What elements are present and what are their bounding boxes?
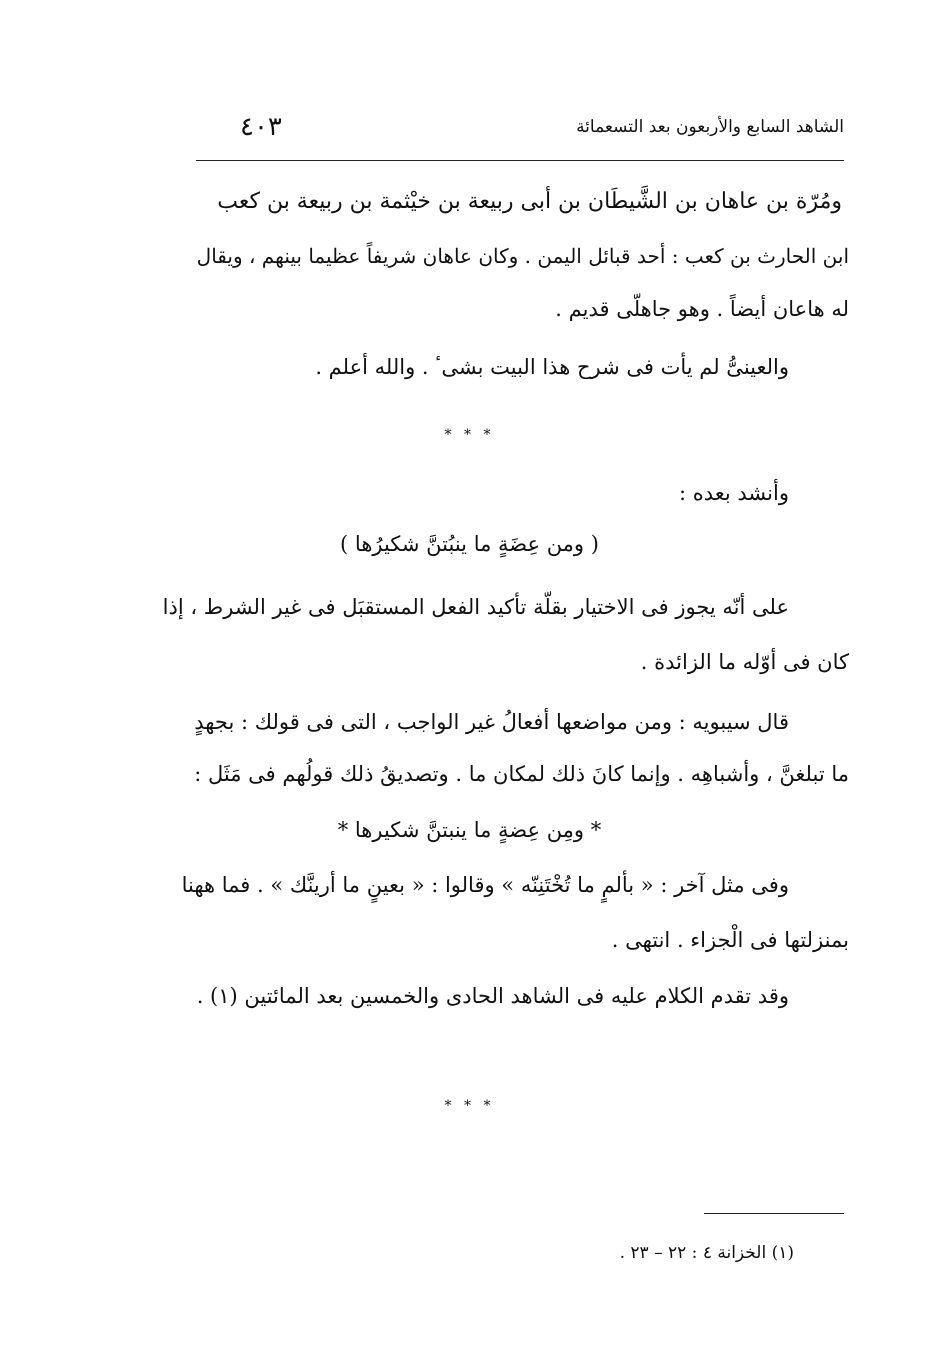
verse-line: * ومِن عِضةٍ ما ينبتنَّ شكيرها * bbox=[337, 818, 602, 842]
paragraph-line: قال سيبويه : ومن مواضعها أفعالُ غير الواجب ، التى فى قولك : بجهدٍ bbox=[194, 710, 789, 734]
paragraph-line: ومُرّة بن عاهان بن الشَّيطَان بن أبى ربيعة بن خيْثمة بن ربيعة بن كعب bbox=[217, 189, 842, 214]
header-divider bbox=[196, 160, 844, 161]
page-number: ٤٠٣ bbox=[240, 112, 282, 142]
section-separator: * * * bbox=[444, 1098, 495, 1114]
paragraph-line: وفى مثل آخر : « بألمٍ ما تُخْتَنِنّه » وقالوا : « بعينٍ ما أرينَّك » . فما ههنا bbox=[181, 873, 789, 897]
running-title: الشاهد السابع والأربعون بعد التسعمائة bbox=[576, 117, 844, 137]
paragraph-line: والعينىُّ لم يأت فى شرح هذا البيت بشىٴ . والله أعلم . bbox=[315, 355, 789, 379]
verse-line: ( ومن عِضَةٍ ما ينبُتنَّ شكيرُها ) bbox=[340, 532, 599, 556]
paragraph-line: بمنزلتها فى الْجزاء . انتهى . bbox=[611, 928, 849, 952]
paragraph-line: وقد تقدم الكلام عليه فى الشاهد الحادى والخمسين بعد المائتين (١) . bbox=[196, 984, 789, 1008]
section-separator: * * * bbox=[444, 427, 495, 443]
paragraph-line: وأنشد بعده : bbox=[678, 481, 789, 505]
paragraph-line: ما تبلغنَّ ، وأشباهِه . وإنما كانَ ذلك لمكان ما . وتصديقُ ذلك قولُهم فى مَثَل : bbox=[194, 762, 849, 786]
paragraph-line: له هاعان أيضاً . وهو جاهلّى قديم . bbox=[555, 297, 849, 321]
paragraph-line: كان فى أوّله ما الزائدة . bbox=[640, 650, 849, 674]
footnote: (١) الخزانة ٤ : ٢٢ – ٢٣ . bbox=[619, 1243, 794, 1263]
footnote-divider bbox=[704, 1213, 844, 1214]
paragraph-line: على أنّه يجوز فى الاختيار بقلّة تأكيد الفعل المستقبَل فى غير الشرط ، إذا bbox=[162, 595, 789, 619]
paragraph-line: ابن الحارث بن كعب : أحد قبائل اليمن . وكان عاهان شريفاً عظيما بينهم ، ويقال bbox=[196, 244, 849, 268]
